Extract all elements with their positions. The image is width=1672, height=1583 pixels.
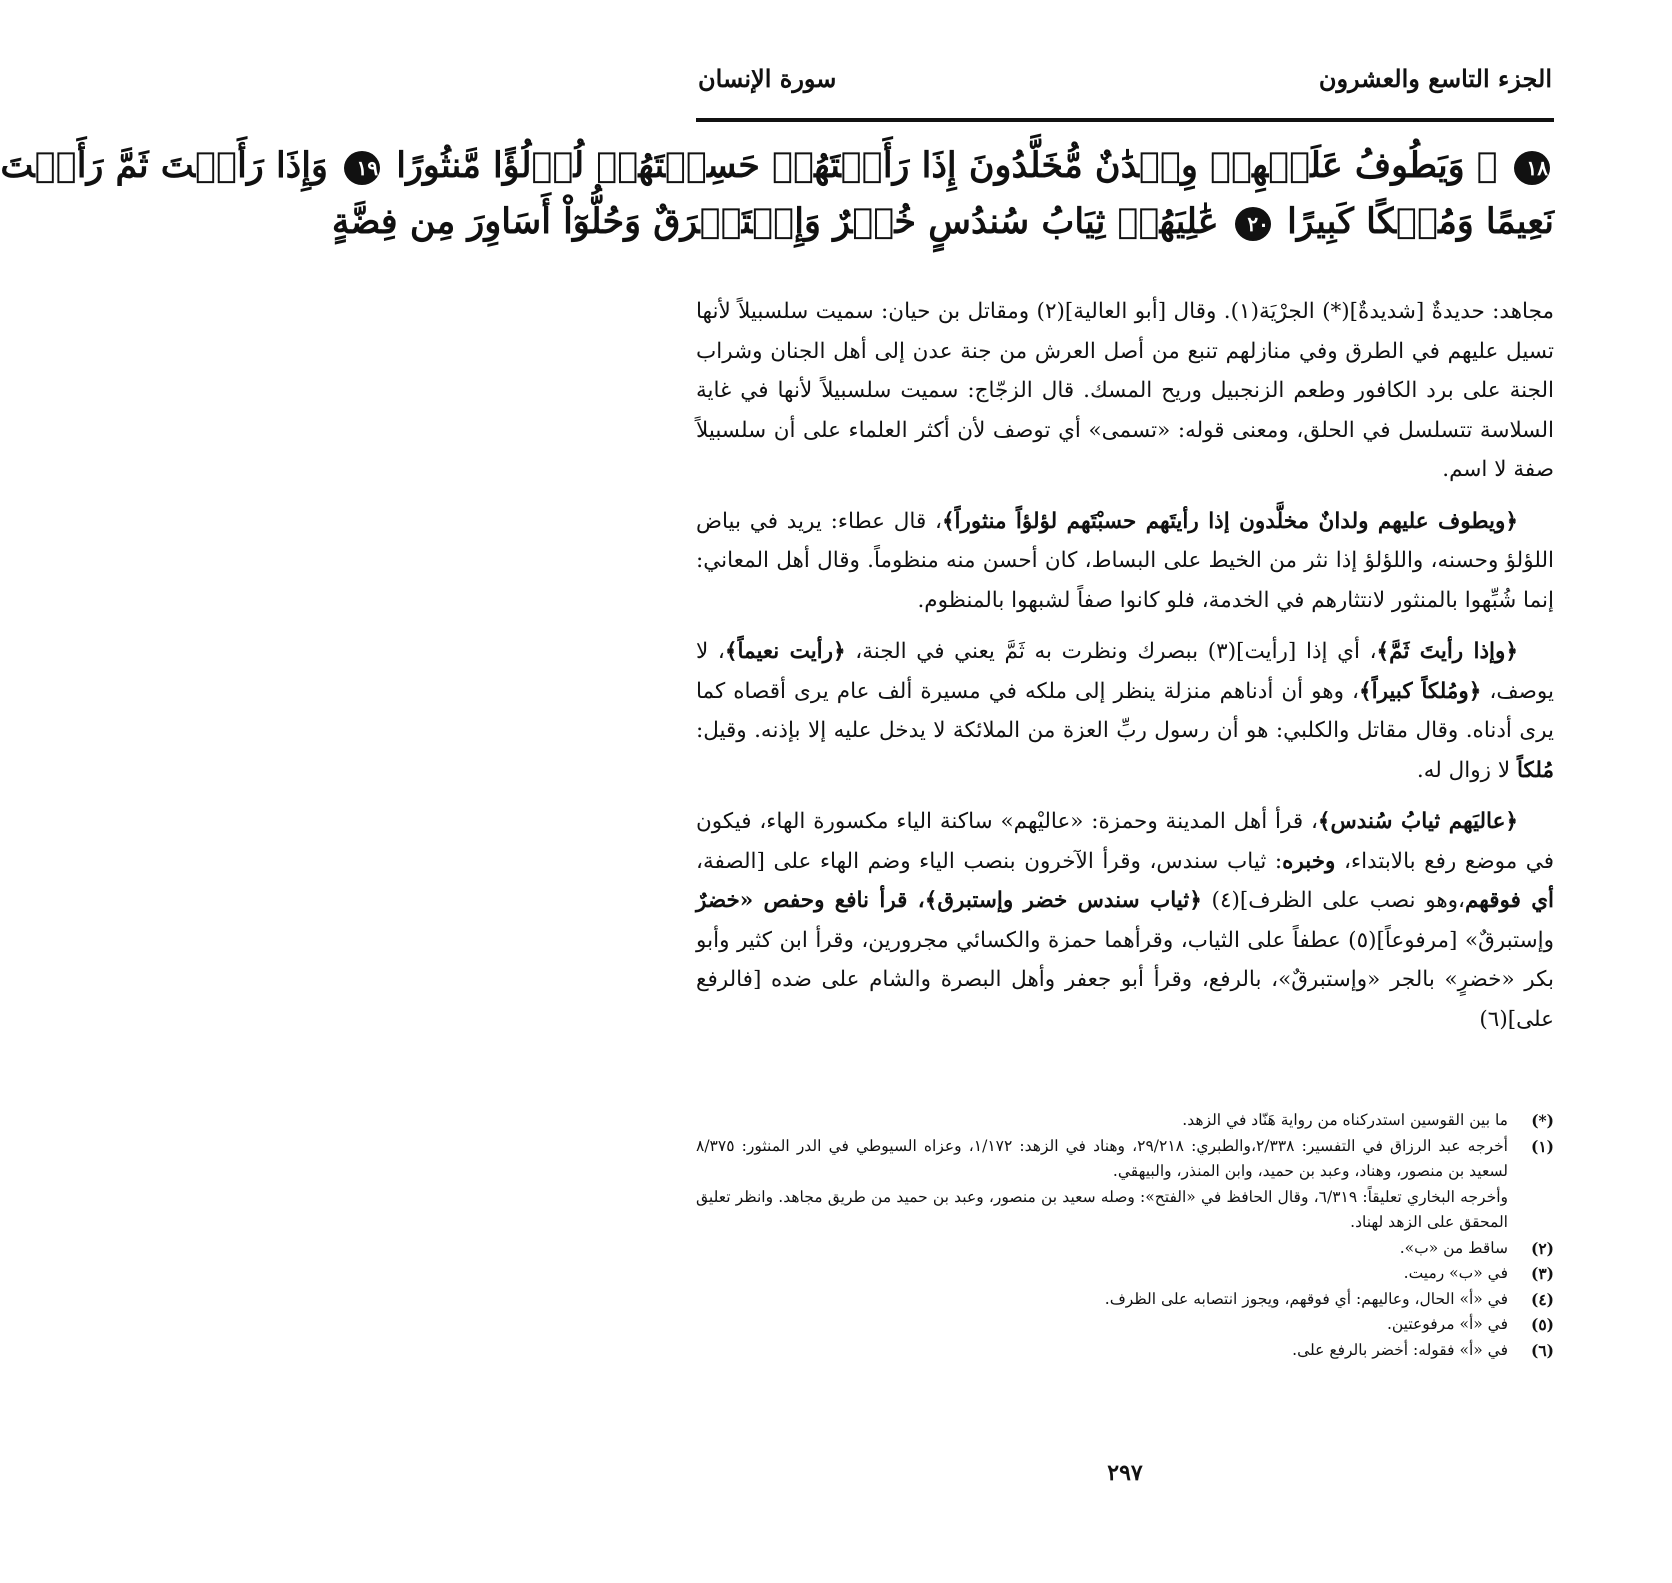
footnote — [696, 1134, 1554, 1185]
footnote-text: في «أ» مرفوعتين. — [1386, 1315, 1508, 1333]
header-rule — [696, 118, 1554, 122]
footnote-text: في «ب» رميت. — [1403, 1264, 1508, 1282]
footnote-mark: (*) — [1531, 1111, 1554, 1130]
paragraph-text: وإستبرقٌ» [مرفوعاً](٥) عطفاً على الثياب، وقرأهما حمزة والكسائي مجرورين، وقرأ ابن كثير وأبو بكر «خضرٍ» بالجر «وإستبرقٌ»، بالرفع، وقرأ أبو جعفر وأهل البصرة والشام على ضده [فالرفع على](٦) — [696, 927, 1554, 1032]
quoted-verse: ﴿ثياب سندس خضر وإستبرق﴾، قرأ نافع وحفص «خضرٌ — [696, 888, 1202, 913]
quran-verses — [0, 138, 1554, 250]
footnote — [696, 1108, 1554, 1134]
commentary-paragraph — [696, 502, 1554, 621]
commentary-body — [696, 292, 1554, 1051]
footnote-text: في «أ» فقوله: أخضر بالرفع على. — [1292, 1340, 1508, 1359]
paragraph-text: ، أي إذا [رأيت](٣) ببصرك ونظرت به ثَمَّ يعني في الجنة، — [845, 639, 1377, 664]
footnote — [696, 1338, 1554, 1364]
footnote — [696, 1312, 1554, 1338]
paragraph-text: ،وهو نصب على الظرف](٤) — [1201, 888, 1465, 913]
footnote-text: ساقط من «ب». — [1399, 1238, 1508, 1257]
commentary-paragraph: مجاهد: حديدةٌ [شديدةٌ](*) الجرْيَة(١). وقال [أبو العالية](٢) ومقاتل بن حيان: سميت سلسبيلاً لأنها تسيل عليهم في الطرق وفي منازلهم تنبع من أصل العرش من جنة عدن إلى أهل الجنان وشراب الجنة على برد الكافور وطعم الزنجبيل وريح المسك. قال الزجّاج: سميت سلسبيلاً لأنها في غاية السلاسة تتسلسل في الحلق، ومعنى قوله: «تسمى» أي توصف لأن أكثر العلماء على أن سلسبيلاً صفة لا اسم. — [696, 299, 1554, 482]
header-part-title: الجزء التاسع والعشرون — [1318, 63, 1552, 93]
quoted-verse: ﴿رأيت نعيماً﴾ — [724, 639, 846, 664]
emphasis: أي فوقهم — [1464, 888, 1554, 913]
verse-text-21: عَٰلِيَهُمۡ ثِيَابُ سُندُسٍ خُضۡرٌ وَإِسۡتَبۡرَقٌ وَحُلُّوٓاْ أَسَاوِرَ مِن فِضَّةٍ — [331, 201, 1219, 242]
verse-number-18: ١٨ — [1514, 151, 1550, 185]
footnote-mark: (٢) — [1530, 1238, 1554, 1258]
verse-line-1 — [0, 138, 1554, 194]
quoted-word: مُلكاً — [1516, 757, 1554, 783]
footnote-mark: (١) — [1530, 1136, 1554, 1156]
page-number: ٢٩٧ — [1107, 1460, 1143, 1486]
verse-text-20-end: نَعِيمًا وَمُلۡكًا كَبِيرًا — [1287, 201, 1554, 242]
quoted-verse: ﴿وإذا رأيتَ ثَمَّ﴾ — [1376, 639, 1518, 664]
footnote-text: في «أ» الحال، وعاليهم: أي فوقهم، ويجوز انتصابه على الظرف. — [1104, 1289, 1508, 1308]
paragraph-text: : ثياب سندس، وقرأ الآخرون بنصب الياء وضم الهاء على [الصفة، — [696, 848, 1283, 874]
paragraph-text: ، قرأ أهل المدينة وحمزة: «عاليْهم» ساكنة الياء مكسورة الهاء، فيكون في موضع رفع بالابتداء، — [696, 809, 1554, 874]
verse-number-20: ٢٠ — [1235, 207, 1271, 241]
footnote — [696, 1236, 1554, 1262]
quoted-verse: ﴿ويطوف عليهم ولدانٌ مخلَّدون إذا رأيتَهم حسبْتَهم لؤلؤاً منثوراً﴾ — [941, 508, 1518, 534]
paragraph-text: ، قال عطاء: يريد في بياض اللؤلؤ وحسنه، واللؤلؤ إذا نثر من الخيط على البساط، كان أحسن منه منظوماً. وقال أهل المعاني: إنما شُبِّهوا بالمنثور لانتثارهم في الخدمة، فلو كانوا صفاً لشبهوا بالمنظوم. — [696, 508, 1554, 613]
emphasis: وخبره — [1282, 848, 1336, 874]
verse-number-19: ١٩ — [344, 151, 380, 185]
footnote-mark: (٦) — [1530, 1340, 1554, 1360]
header-surah-title: سورة الإنسان — [698, 63, 837, 93]
verse-line-2 — [331, 194, 1554, 250]
paragraph-text: لا زوال له. — [1416, 757, 1517, 783]
verse-text-19: ۞ وَيَطُوفُ عَلَيۡهِمۡ وِلۡدَٰنٌ مُّخَلَّدُونَ إِذَا رَأَيۡتَهُمۡ حَسِبۡتَهُمۡ لُؤۡلُؤًا مَّنثُورًا — [396, 145, 1498, 186]
footnote — [696, 1261, 1554, 1287]
footnote-mark: (٣) — [1530, 1264, 1554, 1283]
footnote-text: وأخرجه البخاري تعليقاً: ٦/٣١٩، وقال الحافظ في «الفتح»: وصله سعيد بن منصور، وعبد بن حميد من طريق مجاهد. وانظر تعليق المحقق على الزهد لهناد. — [696, 1187, 1508, 1231]
footnote-text: ما بين القوسين استدركناه من رواية هَنّاد في الزهد. — [1182, 1111, 1508, 1129]
commentary-paragraph — [696, 632, 1554, 790]
quoted-verse: ﴿ومُلكاً كبيراً﴾ — [1359, 678, 1482, 704]
commentary-paragraph — [696, 802, 1554, 1039]
footnote-text: أخرجه عبد الرزاق في التفسير: ٢/٣٣٨،والطبري: ٢٩/٢١٨، وهناد في الزهد: ١/١٧٢، وعزاه السيوطي في الدر المنثور: ٨/٣٧٥ لسعيد بن منصور، وهناد، وعبد بن حميد، وابن المنذر، والبيهقي. — [696, 1136, 1508, 1180]
footnote-mark: (٤) — [1530, 1289, 1554, 1309]
paragraph-text: ، لا يوصف، — [696, 639, 1554, 704]
verse-text-20-start: وَإِذَا رَأَيۡتَ ثَمَّ رَأَيۡتَ — [0, 145, 328, 186]
footnotes — [696, 1108, 1554, 1363]
footnote-mark: (٥) — [1530, 1315, 1554, 1334]
paragraph-text: ، وهو أن أدناهم منزلة ينظر إلى ملكه في مسيرة ألف عام يرى أقصاه كما يرى أدناه. وقال مقاتل والكلبي: هو أن رسول ربِّ العزة من الملائكة لا يدخل عليه إلا بإذنه. وقيل: — [696, 678, 1554, 743]
footnote — [696, 1185, 1554, 1236]
running-header — [698, 58, 1552, 98]
footnote — [696, 1287, 1554, 1313]
quoted-verse: ﴿عاليَهم ثيابُ سُندس﴾ — [1317, 809, 1518, 834]
